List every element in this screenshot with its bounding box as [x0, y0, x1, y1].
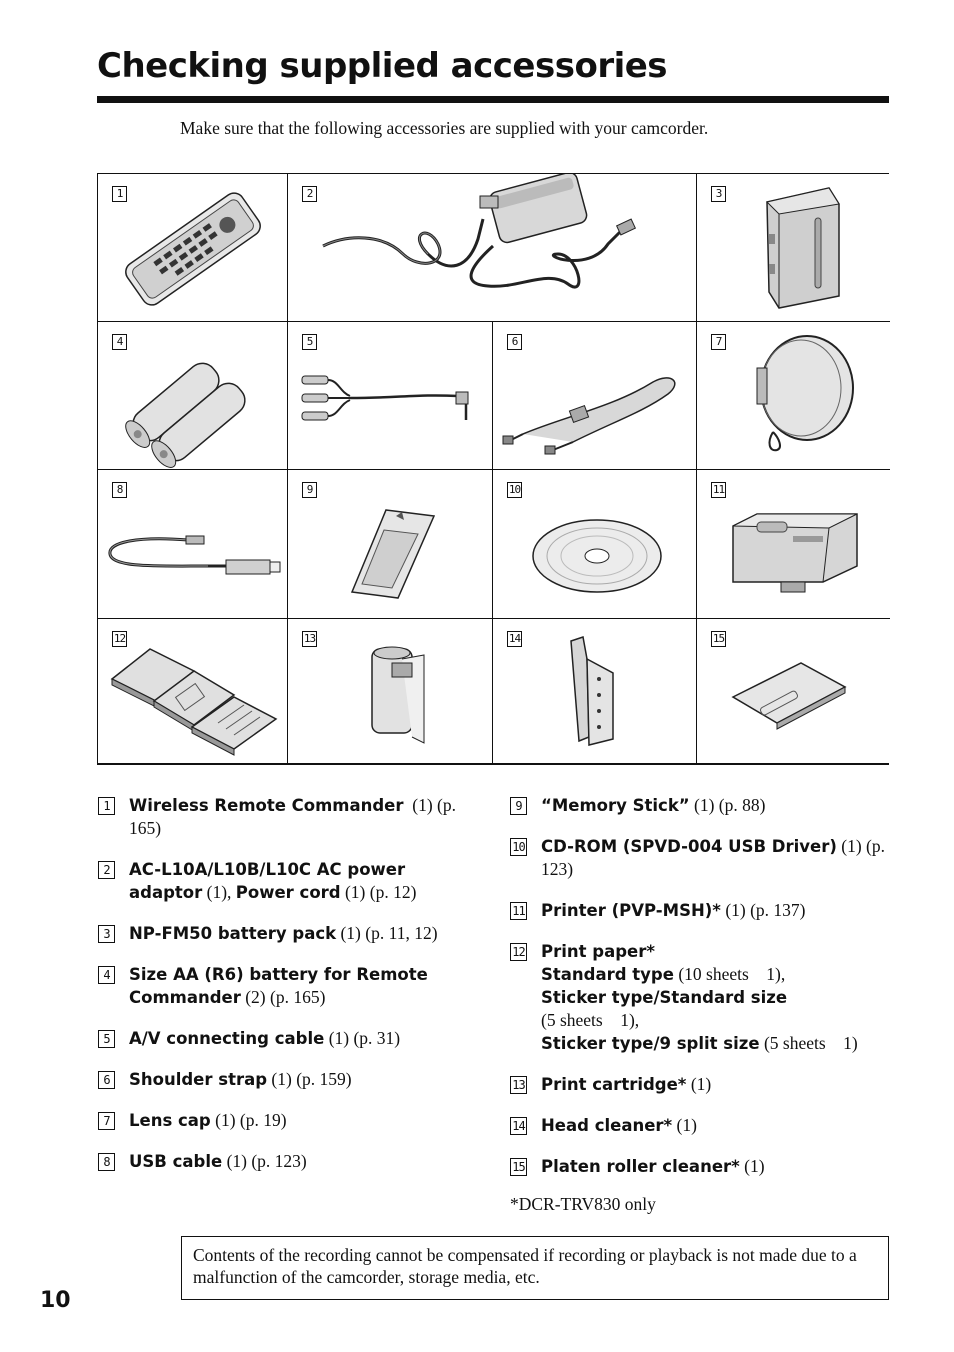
- item-name: “Memory Stick”: [541, 796, 690, 815]
- subline-detail: (10 sheets 1),: [673, 964, 786, 984]
- grid-cell-15: [697, 619, 890, 764]
- usb-cable-icon: [98, 470, 288, 619]
- item-number: 12: [113, 632, 126, 645]
- item-number: 8: [98, 1153, 115, 1171]
- item-number: 6: [507, 334, 522, 350]
- grid-cell-8: [98, 470, 288, 619]
- item-number: 9: [302, 482, 317, 498]
- list-item: [510, 794, 890, 817]
- grid-cell-10: [493, 470, 697, 619]
- item-number: 10: [510, 838, 527, 856]
- list-item: [510, 835, 890, 881]
- item-number: 13: [303, 632, 316, 645]
- page-number: 10: [40, 1288, 71, 1313]
- footnote: *DCR-TRV830 only: [510, 1194, 656, 1214]
- print-paper-icon: [98, 619, 288, 764]
- subline-name: Sticker type/Standard size: [541, 988, 788, 1007]
- item-subline: [541, 1009, 890, 1032]
- battery-pack-icon: [697, 174, 890, 322]
- item-detail: (1) (p. 137): [720, 900, 806, 920]
- item-number: 11: [510, 902, 527, 920]
- grid-cell-1: [98, 174, 288, 322]
- subline-name: Sticker type/9 split size: [541, 1034, 760, 1053]
- item-detail: (1) (p. 165): [129, 795, 461, 838]
- item-name: Size AA (R6) battery for Remote Commander: [129, 965, 428, 1007]
- subline-detail: (5 sheets 1),: [541, 1010, 640, 1030]
- item-name: CD-ROM (SPVD-004 USB Driver): [541, 837, 837, 856]
- item-name: Head cleaner*: [541, 1116, 673, 1135]
- page-title: Checking supplied accessories: [97, 46, 668, 86]
- item-name: Platen roller cleaner*: [541, 1157, 740, 1176]
- shoulder-strap-icon: [493, 322, 697, 470]
- item-number: 7: [711, 334, 726, 350]
- subline-detail: (5 sheets 1): [759, 1033, 858, 1053]
- item-detail-2: (1) (p. 12): [340, 882, 417, 902]
- title-rule: [97, 96, 889, 103]
- item-number: 7: [98, 1112, 115, 1130]
- accessory-list-right: [510, 794, 890, 1215]
- list-item: [98, 1027, 468, 1050]
- list-item: [98, 858, 468, 904]
- grid-cell-14: [493, 619, 697, 764]
- grid-cell-5: [288, 322, 493, 470]
- list-item: [510, 1073, 890, 1096]
- list-item: [510, 1155, 890, 1178]
- item-detail: (1),: [202, 882, 236, 902]
- accessory-list-left: [98, 794, 468, 1191]
- grid-cell-3: [697, 174, 890, 322]
- item-number: 14: [510, 1117, 527, 1135]
- grid-cell-11: [697, 470, 890, 619]
- item-number: 3: [98, 925, 115, 943]
- item-number: 15: [510, 1158, 527, 1176]
- item-detail: (1): [739, 1156, 765, 1176]
- list-item: [98, 1109, 468, 1132]
- item-name: AC-L10A/L10B/L10C AC power adaptor: [129, 860, 406, 902]
- item-number: 5: [302, 334, 317, 350]
- item-number: 6: [98, 1071, 115, 1089]
- item-name: Print cartridge*: [541, 1075, 687, 1094]
- item-number: 12: [510, 943, 527, 961]
- grid-cell-4: [98, 322, 288, 470]
- item-detail: (1): [686, 1074, 712, 1094]
- item-detail: (1) (p. 159): [267, 1069, 352, 1089]
- item-name: Print paper*: [541, 942, 655, 961]
- accessory-grid: [97, 173, 889, 765]
- notice-box: Contents of the recording cannot be compensated if recording or playback is not made due to a malfunction of the camcorder, storage media, etc.: [181, 1236, 889, 1300]
- item-number: 9: [510, 797, 527, 815]
- cd-rom-icon: [493, 470, 697, 619]
- list-item: [98, 1068, 468, 1091]
- item-subline: [541, 986, 890, 1009]
- list-item: [98, 794, 468, 840]
- item-number: 4: [98, 966, 115, 984]
- grid-cell-9: [288, 470, 493, 619]
- item-number: 4: [112, 334, 127, 350]
- item-detail: (1) (p. 123): [541, 836, 886, 879]
- item-name: A/V connecting cable: [129, 1029, 325, 1048]
- item-number: 2: [98, 861, 115, 879]
- item-number: 1: [112, 186, 127, 202]
- list-item: [98, 922, 468, 945]
- item-detail: (1) (p. 31): [324, 1028, 401, 1048]
- item-detail: (1) (p. 88): [689, 795, 766, 815]
- print-cartridge-icon: [288, 619, 493, 764]
- item-name: Lens cap: [129, 1111, 211, 1130]
- item-subline: [541, 1032, 890, 1055]
- item-detail: (1): [672, 1115, 697, 1135]
- item-detail: (1) (p. 11, 12): [336, 923, 438, 943]
- head-cleaner-icon: [493, 619, 697, 764]
- av-cable-icon: [288, 322, 493, 470]
- grid-cell-2: [288, 174, 697, 322]
- printer-icon: [697, 470, 890, 619]
- intro-text: Make sure that the following accessories are supplied with your camcorder.: [180, 118, 709, 138]
- grid-cell-12: [98, 619, 288, 764]
- lens-cap-icon: [697, 322, 890, 470]
- list-item: [510, 940, 890, 1055]
- aa-batteries-icon: [98, 322, 288, 470]
- item-name-2: Power cord: [235, 883, 341, 902]
- item-name: NP-FM50 battery pack: [129, 924, 337, 943]
- list-item: [98, 1150, 468, 1173]
- remote-commander-icon: [98, 174, 288, 322]
- item-number: 13: [510, 1076, 527, 1094]
- item-number: 5: [98, 1030, 115, 1048]
- item-name: Wireless Remote Commander: [129, 796, 404, 815]
- item-number: 10: [508, 483, 521, 496]
- platen-roller-cleaner-icon: [697, 619, 890, 764]
- item-number: 14: [508, 632, 521, 645]
- grid-cell-13: [288, 619, 493, 764]
- item-detail: (2) (p. 165): [240, 987, 326, 1007]
- list-item: [510, 1114, 890, 1137]
- item-number: 2: [302, 186, 317, 202]
- ac-adaptor-icon: [288, 174, 697, 322]
- item-name: Shoulder strap: [129, 1070, 268, 1089]
- item-number: 3: [711, 186, 726, 202]
- list-item: [510, 899, 890, 922]
- item-detail: (1) (p. 19): [210, 1110, 287, 1130]
- item-number: 11: [712, 483, 725, 496]
- item-name: USB cable: [129, 1152, 223, 1171]
- memory-stick-icon: [288, 470, 493, 619]
- item-subline: [541, 963, 890, 986]
- grid-cell-6: [493, 322, 697, 470]
- subline-name: Standard type: [541, 965, 674, 984]
- item-name: Printer (PVP-MSH)*: [541, 901, 721, 920]
- grid-cell-7: [697, 322, 890, 470]
- list-item: [98, 963, 468, 1009]
- item-number: 1: [98, 797, 115, 815]
- item-detail: (1) (p. 123): [222, 1151, 307, 1171]
- item-number: 15: [712, 632, 725, 645]
- item-number: 8: [112, 482, 127, 498]
